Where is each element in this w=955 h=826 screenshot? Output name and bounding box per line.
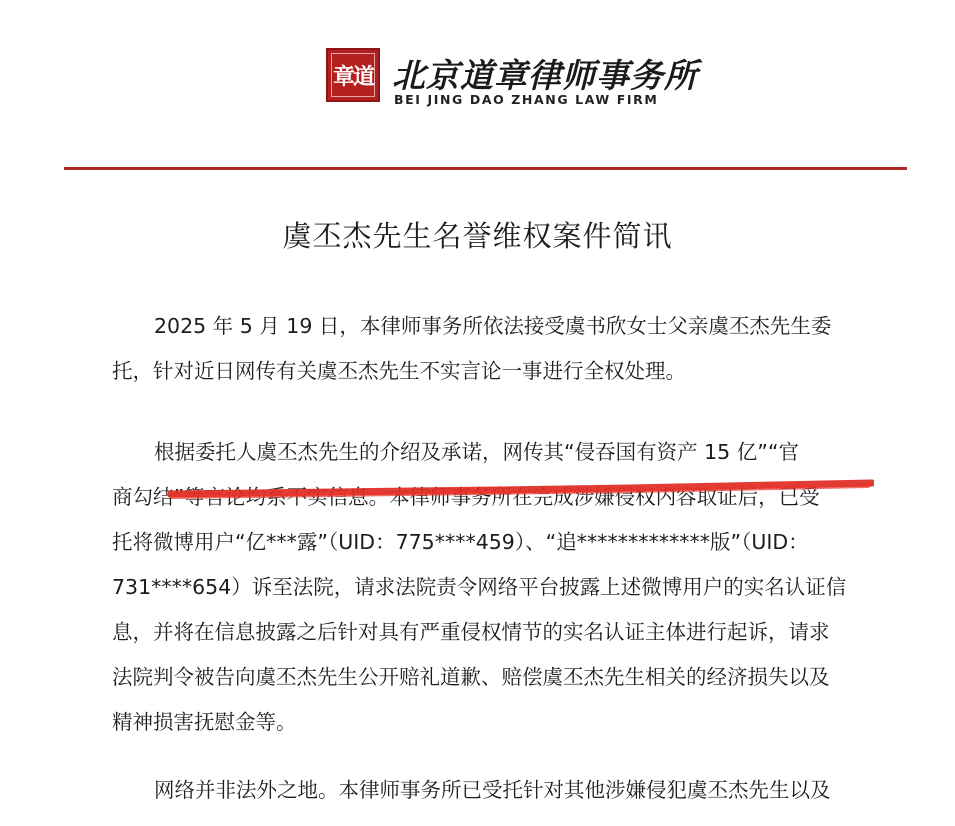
paragraph-2-line: 731****654）诉至法院，请求法院责令网络平台披露上述微博用户的实名认证信 bbox=[112, 575, 847, 599]
red-marker-strikethrough bbox=[168, 478, 874, 506]
paragraph-3-line: 网络并非法外之地。本律师事务所已受托针对其他涉嫌侵犯虞丕杰先生以及 bbox=[154, 778, 831, 802]
paragraph-2-line: 息，并将在信息披露之后针对具有严重侵权情节的实名认证主体进行起诉，请求 bbox=[112, 620, 830, 644]
paragraph-2-line: 根据委托人虞丕杰先生的介绍及承诺，网传其“侵吞国有资产 15 亿”“官 bbox=[154, 440, 799, 464]
paragraph-1-line: 2025 年 5 月 19 日，本律师事务所依法接受虞书欣女士父亲虞丕杰先生委 bbox=[154, 314, 832, 338]
seal-text: 章道 bbox=[332, 63, 373, 90]
paragraph-3 bbox=[112, 768, 872, 813]
paragraph-2-line: 托将微博用户“亿***露”（UID：775****459）、“追*************版”（UID： bbox=[112, 530, 809, 554]
paragraph-1-line: 托，针对近日网传有关虞丕杰先生不实言论一事进行全权处理。 bbox=[112, 359, 686, 383]
paragraph-2-line: 法院判令被告向虞丕杰先生公开赔礼道歉、赔偿虞丕杰先生相关的经济损失以及 bbox=[112, 665, 830, 689]
paragraph-2-line: 精神损害抚慰金等。 bbox=[112, 710, 297, 734]
paragraph-2-line: 商勾结”等言论均系不实信息。本律师事务所在完成涉嫌侵权内容取证后，已受 bbox=[112, 485, 820, 509]
letterhead bbox=[0, 0, 955, 170]
header-divider-rule bbox=[64, 167, 907, 170]
firm-name-english: BEI JING DAO ZHANG LAW FIRM bbox=[394, 92, 659, 107]
firm-name-chinese: 北京道章律师事务所 bbox=[392, 56, 698, 95]
paragraph-1 bbox=[112, 304, 872, 394]
document-title: 虞丕杰先生名誉维权案件简讯 bbox=[282, 219, 673, 253]
firm-seal-logo bbox=[326, 48, 380, 102]
